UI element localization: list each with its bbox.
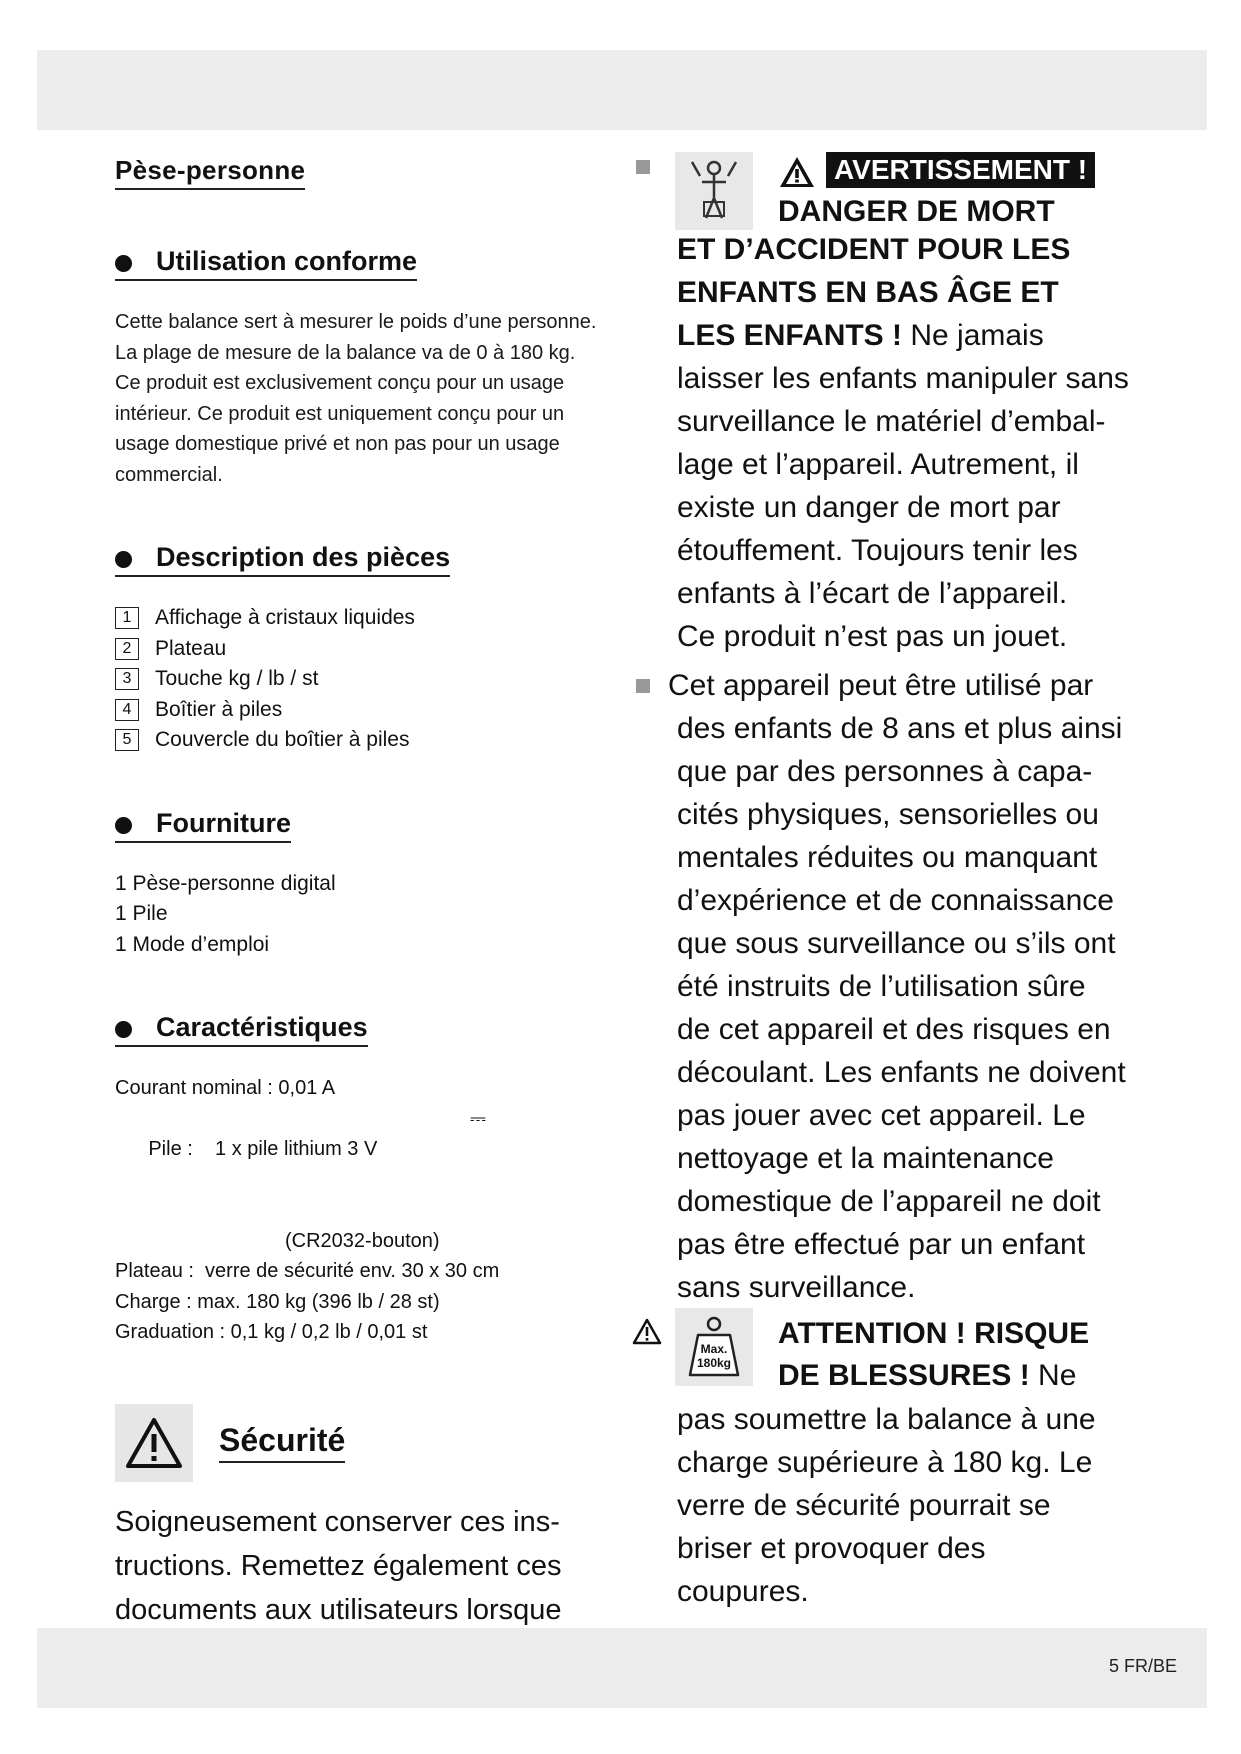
caution-text: pas soumettre la balance à une charge supérieure à 180 kg. Le verre de sécurité pourrait se briser et provoquer des coupures. bbox=[677, 1403, 1096, 1608]
page-title: Pèse-personne bbox=[115, 155, 305, 190]
usage-heading: Utilisation conforme bbox=[115, 246, 615, 281]
square-bullet-icon bbox=[636, 160, 650, 174]
parts-heading: Description des pièces bbox=[115, 542, 615, 577]
safety-paragraph: Soigneusement conserver ces ins- tructions. Remettez également ces documents aux utilisateurs lorsque bbox=[115, 1505, 562, 1626]
left-column bbox=[115, 155, 615, 1676]
header-band bbox=[37, 50, 1207, 130]
parts-list bbox=[115, 603, 615, 756]
caution-triangle-icon bbox=[632, 1318, 662, 1350]
list-item: 1 Pèse-personne digital bbox=[115, 871, 336, 895]
warning-label: AVERTISSEMENT ! bbox=[826, 152, 1095, 188]
warning-triangle-icon bbox=[778, 155, 816, 194]
warning-triangle-icon bbox=[115, 1404, 193, 1482]
warning-label-row bbox=[778, 152, 1095, 194]
child-warning-icon bbox=[675, 152, 753, 230]
specs-list: Courant nominal : 0,01 A Pile : 1 x pile lithium 3 V ⎓ (CR2032-bouton) Plateau : verre de sécurité env. 30 x 30 cm Charge : max. 180 kg (396 lb / 28 st) Graduation : 0,1 kg / 0,2 lb / 0,01 st bbox=[115, 1077, 500, 1343]
dc-symbol-icon: ⎓ bbox=[470, 1107, 486, 1130]
square-bullet-icon bbox=[636, 679, 650, 693]
list-item: 1 Affichage à cristaux liquides bbox=[115, 603, 615, 634]
list-item: 5 Couvercle du boîtier à piles bbox=[115, 725, 615, 756]
list-item: 3 Touche kg / lb / st bbox=[115, 664, 615, 695]
footer-band bbox=[37, 1628, 1207, 1708]
list-item: 1 Pile bbox=[115, 902, 168, 925]
usage-paragraph: Cette balance sert à mesurer le poids d’une personne. La plage de mesure de la balance va de 0 à 180 kg. Ce produit est exclusivement conçu pour un usage intérieur. Ce produit est uniquement conçu pour un usage domestique privé et non pas pour un usage commercial. bbox=[115, 311, 597, 486]
specs-heading: Caractéristiques bbox=[115, 1012, 615, 1047]
page-number: 5 FR/BE bbox=[1108, 1656, 1177, 1676]
children-note: des enfants de 8 ans et plus ainsi que par des personnes à capa- cités physiques, sensorielles ou mentales réduites ou manquant d’expérience et de connaissance que sous surveillance ou s’ils ont été instruits de l’utilisation sûre de cet appareil et des risques en découlant. Les enfants ne doivent pas jouer avec cet appareil. Le nettoyage et la maintenance domestique de l’appareil ne doit pas être effectué par un enfant sans surveillance. bbox=[677, 712, 1126, 1304]
max-weight-icon: Max. 180kg bbox=[675, 1308, 753, 1386]
supply-heading: Fourniture bbox=[115, 808, 615, 843]
list-item: 4 Boîtier à piles bbox=[115, 695, 615, 726]
warning-text: ET D’ACCIDENT POUR LES ENFANTS EN BAS ÂGE ET LES ENFANTS ! Ne jamais laisser les enfants manipuler sans surveillance le matériel d’embal- lage et l’appareil. Autrement, il existe un danger de mort par étouffement. Toujours tenir les enfants à l’écart de l’appareil. Ce produit n’est pas un jouet. bbox=[677, 233, 1129, 653]
safety-heading: Sécurité bbox=[115, 1404, 615, 1482]
supply-list bbox=[115, 869, 615, 961]
list-item: 1 Mode d’emploi bbox=[115, 932, 270, 956]
list-item: 2 Plateau bbox=[115, 634, 615, 665]
